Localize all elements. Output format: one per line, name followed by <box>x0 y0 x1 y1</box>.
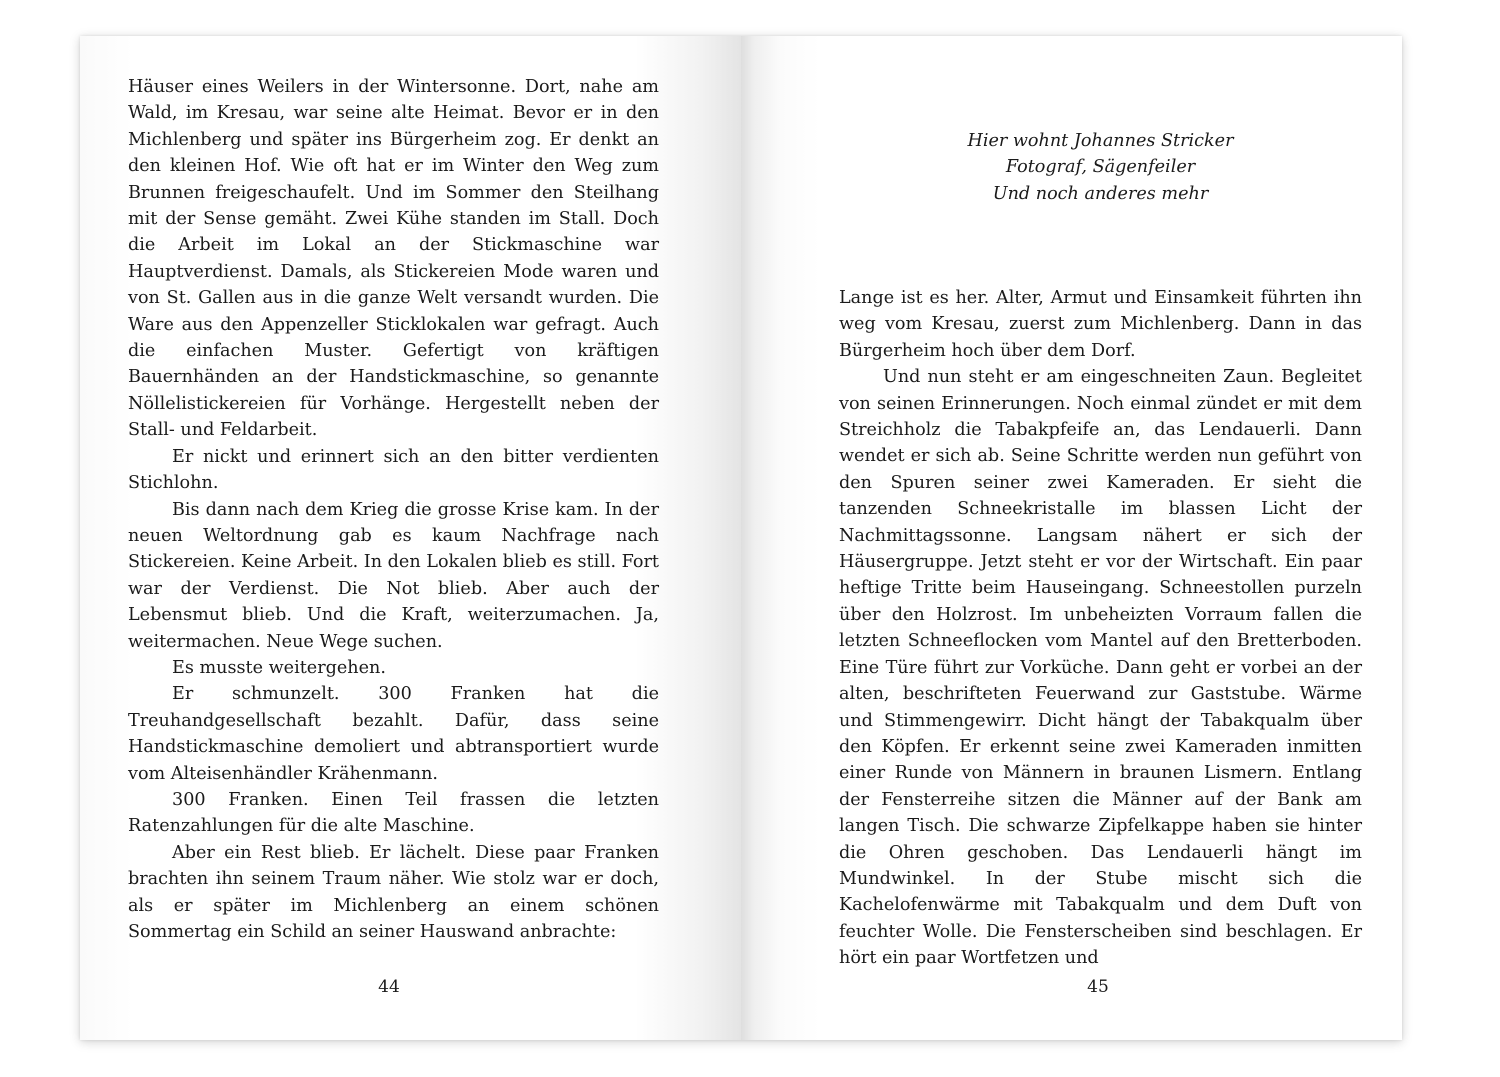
paragraph: Und nun steht er am eingeschneiten Zaun. Begleitet von seinen Erinnerungen. Noch einmal zündet er mit dem Streichholz die Tabakpfeife an, das Lendauerli. Dann wendet er sich ab. Seine Schritte werden nun geführt von den Spuren seiner zwei Kameraden. Er sieht die tanzenden Schneekristalle im blassen Licht der Nachmittagssonne. Langsam nähert er sich der Häusergruppe. Jetzt steht er vor der Wirtschaft. Ein paar heftige Tritte beim Hauseingang. Schneestollen purzeln über den Holzrost. Im unbeheizten Vorraum fallen die letzten Schneeflocken vom Mantel auf den Bretterboden. Eine Türe führt zur Vorküche. Dann geht er vorbei an der alten, beschrifteten Feuerwand zur Gaststube. Wärme und Stimmengewirr. Dicht hängt der Tabakqualm über den Köpfen. Er erkennt seine zwei Kameraden inmitten einer Runde von Männern in braunen Lismern. Entlang der Fensterreihe sitzen die Männer auf der Bank am langen Tisch. Die schwarze Zipfelkappe haben sie hinter die Ohren geschoben. Das Lendauerli hängt im Mundwinkel. In der Stube mischt sich die Kachelofenwärme mit Tabakqualm und dem Duft von feuchter Wolle. Die Fensterscheiben sind beschlagen. Er hört ein paar Wortfetzen und <box>839 367 1362 969</box>
paragraph: Aber ein Rest blieb. Er lächelt. Diese paar Franken brachten ihn seinem Traum näher. Wie stolz war er doch, als er später im Michlenberg an einem schönen Sommertag ein Schild an seiner Hauswand anbrachte: <box>128 842 659 942</box>
paragraph: Bis dann nach dem Krieg die grosse Krise kam. In der neuen Weltordnung gab es kaum Nachfrage nach Stickereien. Keine Arbeit. In den Lokalen blieb es still. Fort war der Verdienst. Die Not blieb. Aber auch der Lebensmut blieb. Und die Kraft, weiterzumachen. Ja, weitermachen. Neue Wege suchen. <box>128 499 659 652</box>
paragraph: 300 Franken. Einen Teil frassen die letzten Ratenzahlungen für die alte Maschine. <box>128 789 659 837</box>
paragraph: Häuser eines Weilers in der Wintersonne. Dort, nahe am Wald, im Kresau, war seine alte Heimat. Bevor er in den Michlenberg und später ins Bürgerheim zog. Er denkt an den kleinen Hof. Wie oft hat er im Winter den Weg zum Brunnen freigeschaufelt. Und im Sommer den Steilhang mit der Sense gemäht. Zwei Kühe standen im Stall. Doch die Arbeit im Lokal an der Stickmaschine war Hauptverdienst. Damals, als Stickereien Mode waren und von St. Gallen aus in die ganze Welt versandt wurden. Die Ware aus den Appenzeller Sticklokalen war gefragt. Auch die einfachen Muster. Gefertigt von kräftigen Bauernhänden an der Handstickmaschine, so genannte Nöllelistickereien für Vorhänge. Hergestellt neben der Stall- und Feldarbeit. <box>128 77 659 441</box>
sign-line: Hier wohnt Johannes Stricker <box>967 131 1234 151</box>
page-number: 44 <box>378 977 400 997</box>
page-number: 45 <box>1087 977 1109 997</box>
right-page-body <box>839 285 1362 972</box>
right-page <box>741 36 1402 1040</box>
paragraph: Es musste weitergehen. <box>172 657 386 678</box>
book-spread <box>80 36 1402 1040</box>
paragraph: Er schmunzelt. 300 Franken hat die Treuhandgesellschaft bezahlt. Dafür, dass seine Handstickmaschine demoliert und abtransportiert wurde vom Alteisenhändler Krähenmann. <box>128 684 659 784</box>
paragraph: Er nickt und erinnert sich an den bitter verdienten Stichlohn. <box>128 446 659 494</box>
sign-line: Und noch anderes mehr <box>992 183 1209 204</box>
sign-inscription <box>839 128 1362 207</box>
left-page <box>80 36 741 1040</box>
left-page-body <box>128 74 659 945</box>
paragraph: Lange ist es her. Alter, Armut und Einsamkeit führten ihn weg vom Kresau, zuerst zum Michlenberg. Dann in das Bürgerheim hoch über dem Dorf. <box>839 288 1362 361</box>
sign-line: Fotograf, Sägenfeiler <box>1005 157 1196 178</box>
